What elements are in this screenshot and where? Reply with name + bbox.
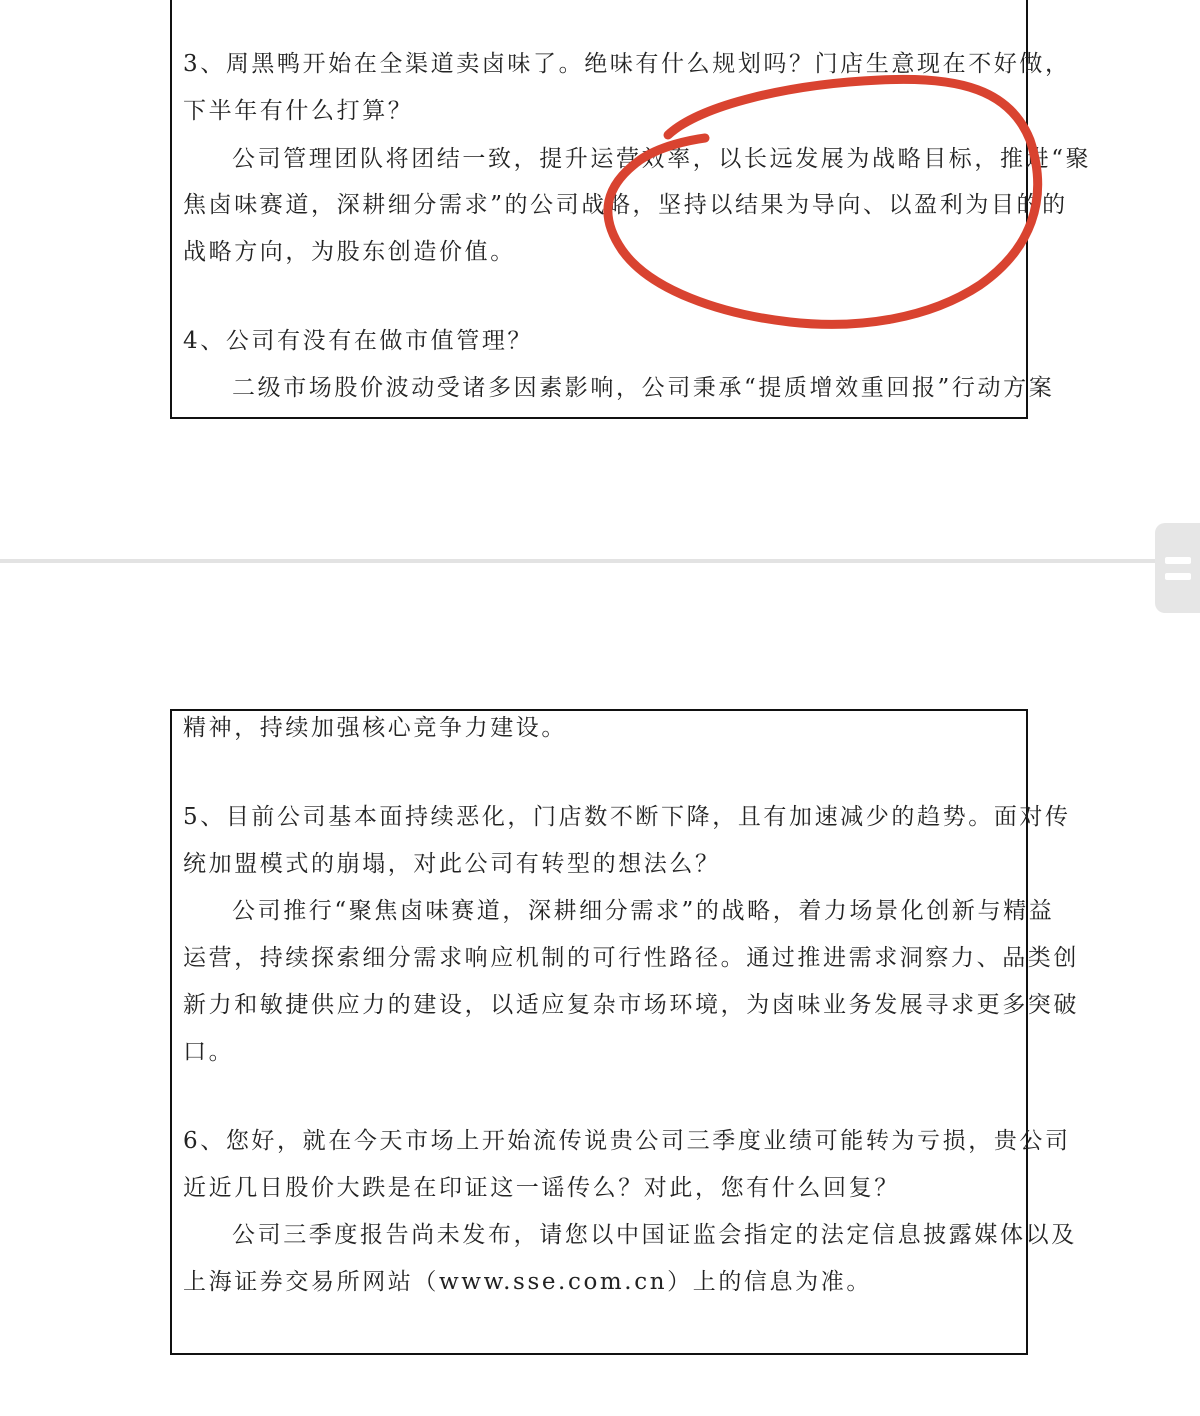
question-6-line-2: 近近几日股价大跌是在印证这一谣传么？对此，您有什么回复？ xyxy=(183,1175,900,1201)
page-divider xyxy=(0,559,1160,563)
answer-5-line-4: 口。 xyxy=(183,1039,235,1065)
answer-3-line-3: 战略方向，为股东创造价值。 xyxy=(183,239,516,265)
handle-bar-bottom xyxy=(1165,573,1191,580)
document-page-top xyxy=(170,0,1092,419)
question-4-line-1: 4、公司有没有在做市值管理？ xyxy=(183,328,534,354)
answer-3-line-2: 焦卤味赛道，深耕细分需求”的公司战略，坚持以结果为导向、以盈利为目的的 xyxy=(183,192,1068,218)
answer-4-line-1: 二级市场股价波动受诸多因素影响，公司秉承“提质增效重回报”行动方案 xyxy=(232,375,1055,401)
answer-3-line-1: 公司管理团队将团结一致，提升运营效率，以长远发展为战略目标，推进“聚 xyxy=(232,146,1092,172)
handle-bar-top xyxy=(1165,557,1191,564)
document-page-bottom xyxy=(170,709,1079,1355)
answer-6-line-1: 公司三季度报告尚未发布，请您以中国证监会指定的法定信息披露媒体以及 xyxy=(232,1222,1077,1248)
question-3-line-1: 3、周黑鸭开始在全渠道卖卤味了。绝味有什么规划吗？门店生意现在不好做， xyxy=(183,51,1071,77)
drag-handle-icon[interactable] xyxy=(1155,523,1200,613)
answer-5-line-2: 运营，持续探索细分需求响应机制的可行性路径。通过推进需求洞察力、品类创 xyxy=(183,945,1079,971)
answer-5-line-3: 新力和敏捷供应力的建设，以适应复杂市场环境，为卤味业务发展寻求更多突破 xyxy=(183,992,1079,1018)
answer-5-line-1: 公司推行“聚焦卤味赛道，深耕细分需求”的战略，着力场景化创新与精益 xyxy=(232,898,1055,924)
answer-6-line-2: 上海证券交易所网站（www.sse.com.cn）上的信息为准。 xyxy=(183,1269,872,1295)
question-6-line-1: 6、您好，就在今天市场上开始流传说贵公司三季度业绩可能转为亏损，贵公司 xyxy=(183,1128,1071,1154)
question-3-line-2: 下半年有什么打算？ xyxy=(183,98,414,124)
answer-4-line-2: 精神，持续加强核心竞争力建设。 xyxy=(183,715,567,741)
question-5-line-1: 5、目前公司基本面持续恶化，门店数不断下降，且有加速减少的趋势。面对传 xyxy=(183,804,1071,830)
question-5-line-2: 统加盟模式的崩塌，对此公司有转型的想法么？ xyxy=(183,851,721,877)
